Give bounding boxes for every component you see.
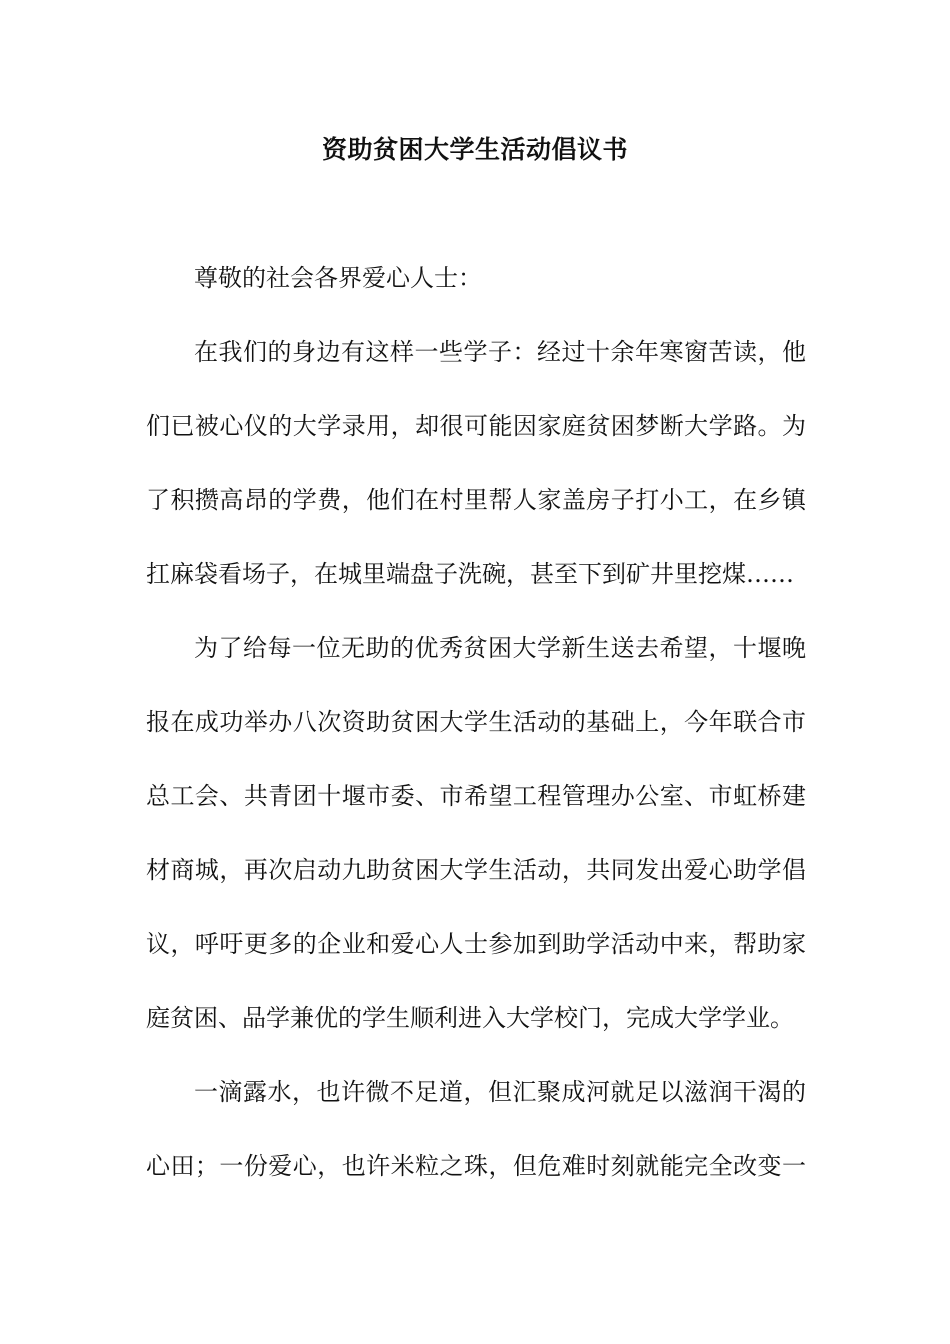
salutation: 尊敬的社会各界爱心人士： [194,264,482,292]
paragraph-line: 为了给每一位无助的优秀贫困大学新生送去希望，十堰晚 [194,634,806,662]
paragraph-line: 在我们的身边有这样一些学子：经过十余年寒窗苦读，他 [194,338,806,366]
paragraph-line: 材商城，再次启动九助贫困大学生活动，共同发出爱心助学倡 [146,856,806,884]
document-title: 资助贫困大学生活动倡议书 [321,135,628,164]
paragraph-line: 一滴露水，也许微不足道，但汇聚成河就足以滋润干渴的 [194,1078,806,1106]
paragraph-line: 总工会、共青团十堰市委、市希望工程管理办公室、市虹桥建 [146,782,806,810]
paragraph-line: 们已被心仪的大学录用，却很可能因家庭贫困梦断大学路。为 [146,412,806,440]
paragraph-line: 报在成功举办八次资助贫困大学生活动的基础上，今年联合市 [146,708,806,736]
paragraph-line: 庭贫困、品学兼优的学生顺利进入大学校门，完成大学学业。 [146,1004,794,1032]
paragraph-line: 议，呼吁更多的企业和爱心人士参加到助学活动中来，帮助家 [146,930,806,958]
paragraph-line: 了积攒高昂的学费，他们在村里帮人家盖房子打小工，在乡镇 [146,486,806,514]
paragraph-line: 扛麻袋看场子，在城里端盘子洗碗，甚至下到矿井里挖煤…… [146,560,794,588]
paragraph-line: 心田；一份爱心，也许米粒之珠，但危难时刻就能完全改变一 [146,1152,806,1180]
